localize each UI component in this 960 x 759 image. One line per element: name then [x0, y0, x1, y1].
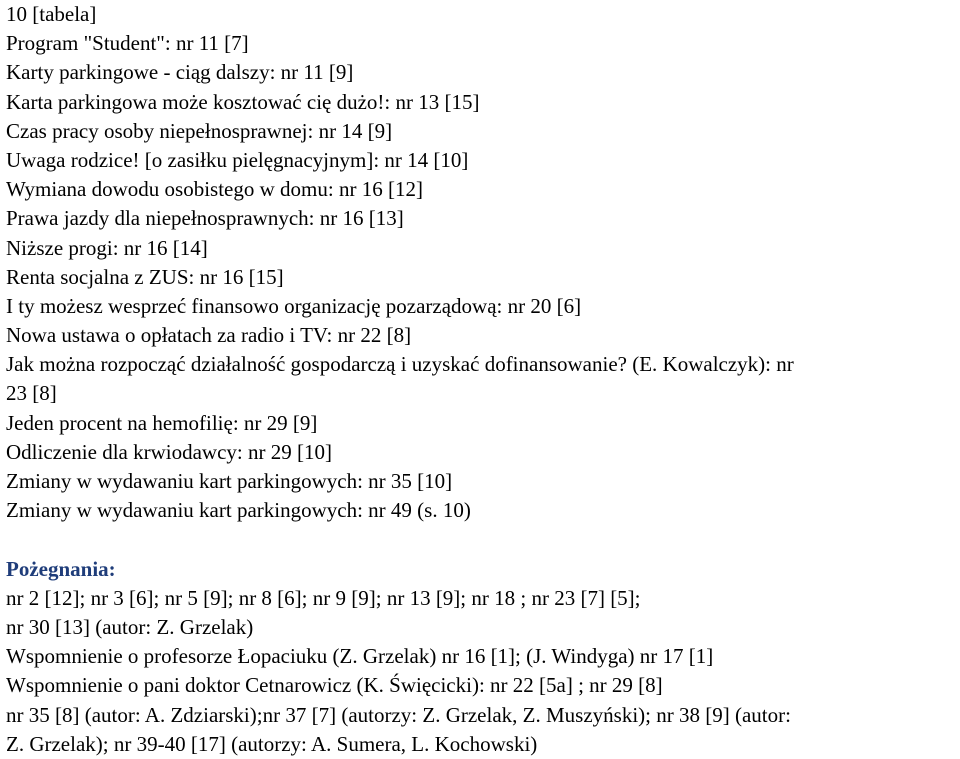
text-line: Prawa jazdy dla niepełnosprawnych: nr 16 [13] — [6, 206, 404, 231]
text-line: nr 30 [13] (autor: Z. Grzelak) — [6, 614, 254, 639]
text-line: Renta socjalna z ZUS: nr 16 [15] — [6, 264, 284, 289]
text-line: Zmiany w wydawaniu kart parkingowych: nr 49 (s. 10) — [6, 498, 471, 523]
text-line: 10 [tabela] — [6, 2, 97, 26]
text-line: Jeden procent na hemofilię: nr 29 [9] — [6, 410, 318, 435]
text-line: 23 [8] — [6, 381, 57, 406]
text-line: Karta parkingowa może kosztować cię dużo!: nr 13 [15] — [6, 89, 480, 114]
text-line: I ty możesz wesprzeć finansowo organizację pozarządową: nr 20 [6] — [6, 293, 582, 318]
section-heading: Pożegnania: — [6, 556, 116, 581]
blank-line — [6, 525, 956, 554]
text-line: nr 2 [12]; nr 3 [6]; nr 5 [9]; nr 8 [6]; nr 9 [9]; nr 13 [9]; nr 18 ; nr 23 [7] [5]; — [6, 585, 641, 610]
text-line: Z. Grzelak); nr 39-40 [17] (autorzy: A. Sumera, L. Kochowski) — [6, 731, 538, 756]
text-line: Karty parkingowe - ciąg dalszy: nr 11 [9] — [6, 60, 354, 85]
text-line: Wspomnienie o pani doktor Cetnarowicz (K. Święcicki): nr 22 [5a] ; nr 29 [8] — [6, 673, 663, 698]
text-line: Wspomnienie o profesorze Łopaciuku (Z. Grzelak) nr 16 [1]; (J. Windyga) nr 17 [1] — [6, 644, 714, 669]
text-line: Zmiany w wydawaniu kart parkingowych: nr 35 [10] — [6, 469, 453, 493]
text-line: Nowa ustawa o opłatach za radio i TV: nr 22 [8] — [6, 323, 412, 348]
text-line: nr 35 [8] (autor: A. Zdziarski);nr 37 [7] (autorzy: Z. Grzelak, Z. Muszyński); nr 38 [9] (autor: — [6, 702, 791, 727]
document-page — [6, 0, 956, 759]
text-line: Jak można rozpocząć działalność gospodarczą i uzyskać dofinansowanie? (E. Kowalczyk): nr — [6, 352, 794, 377]
text-line: Niższe progi: nr 16 [14] — [6, 235, 208, 260]
text-line: Program "Student": nr 11 [7] — [6, 31, 249, 56]
text-line: Czas pracy osoby niepełnosprawnej: nr 14 [9] — [6, 118, 393, 143]
text-line: Uwaga rodzice! [o zasiłku pielęgnacyjnym]: nr 14 [10] — [6, 147, 469, 172]
text-line: Odliczenie dla krwiodawcy: nr 29 [10] — [6, 439, 332, 464]
text-line: Wymiana dowodu osobistego w domu: nr 16 [12] — [6, 177, 423, 202]
